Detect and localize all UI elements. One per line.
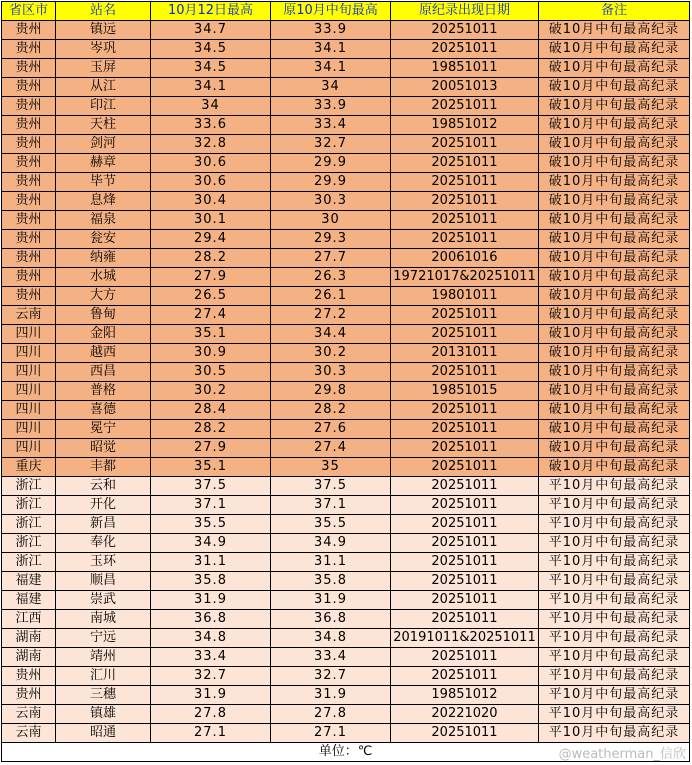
record-date-cell: 20251011 [391,135,539,154]
today-max-cell: 29.4 [151,230,271,249]
table-row [2,591,690,610]
prev-record-cell: 34.1 [271,40,391,59]
province-cell: 贵州 [2,667,56,686]
record-date-cell: 20251011 [391,21,539,40]
header-today-max: 10月12日最高 [151,2,271,21]
prev-record-cell: 29.8 [271,382,391,401]
prev-record-cell: 31.9 [271,591,391,610]
note-cell: 平10月中旬最高纪录 [539,648,690,667]
province-cell: 浙江 [2,553,56,572]
record-date-cell: 20131011 [391,344,539,363]
table-row [2,230,690,249]
today-max-cell: 30.4 [151,192,271,211]
record-date-cell: 20251011 [391,173,539,192]
table-row [2,724,690,743]
record-date-cell: 20251011 [391,325,539,344]
table-row [2,515,690,534]
table-row [2,306,690,325]
table-row [2,686,690,705]
table-row [2,629,690,648]
station-cell: 镇远 [56,21,151,40]
records-body [2,21,690,743]
province-cell: 贵州 [2,287,56,306]
prev-record-cell: 28.2 [271,401,391,420]
record-date-cell: 20251011 [391,591,539,610]
note-cell: 破10月中旬最高纪录 [539,78,690,97]
note-cell: 平10月中旬最高纪录 [539,667,690,686]
province-cell: 贵州 [2,78,56,97]
table-row [2,667,690,686]
note-cell: 破10月中旬最高纪录 [539,21,690,40]
station-cell: 岑巩 [56,40,151,59]
station-cell: 顺昌 [56,572,151,591]
note-cell: 平10月中旬最高纪录 [539,724,690,743]
record-date-cell: 20251011 [391,667,539,686]
today-max-cell: 26.5 [151,287,271,306]
station-cell: 宁远 [56,629,151,648]
note-cell: 平10月中旬最高纪录 [539,629,690,648]
prev-record-cell: 26.3 [271,268,391,287]
header-note: 备注 [539,2,690,21]
province-cell: 浙江 [2,496,56,515]
station-cell: 喜德 [56,401,151,420]
prev-record-cell: 30.2 [271,344,391,363]
prev-record-cell: 27.7 [271,249,391,268]
station-cell: 奉化 [56,534,151,553]
station-cell: 南城 [56,610,151,629]
prev-record-cell: 32.7 [271,135,391,154]
prev-record-cell: 29.9 [271,173,391,192]
table-row [2,363,690,382]
station-cell: 天柱 [56,116,151,135]
note-cell: 平10月中旬最高纪录 [539,572,690,591]
today-max-cell: 36.8 [151,610,271,629]
record-date-cell: 20191011&20251011 [391,629,539,648]
prev-record-cell: 27.6 [271,420,391,439]
table-row [2,192,690,211]
province-cell: 四川 [2,439,56,458]
table-row [2,572,690,591]
watermark: @weatherman_信欣 [558,747,686,762]
prev-record-cell: 35 [271,458,391,477]
province-cell: 贵州 [2,135,56,154]
station-cell: 崇武 [56,591,151,610]
prev-record-cell: 26.1 [271,287,391,306]
province-cell: 浙江 [2,477,56,496]
station-cell: 印江 [56,97,151,116]
table-row [2,21,690,40]
prev-record-cell: 34.8 [271,629,391,648]
today-max-cell: 34.5 [151,59,271,78]
prev-record-cell: 27.8 [271,705,391,724]
note-cell: 平10月中旬最高纪录 [539,534,690,553]
prev-record-cell: 33.4 [271,116,391,135]
header-prev-record: 原10月中旬最高 [271,2,391,21]
province-cell: 贵州 [2,40,56,59]
station-cell: 玉屏 [56,59,151,78]
province-cell: 江西 [2,610,56,629]
record-date-cell: 20251011 [391,154,539,173]
table-row [2,211,690,230]
province-cell: 四川 [2,363,56,382]
record-date-cell: 20251011 [391,553,539,572]
record-date-cell: 19851011 [391,59,539,78]
record-date-cell: 20061016 [391,249,539,268]
today-max-cell: 32.7 [151,667,271,686]
today-max-cell: 27.8 [151,705,271,724]
prev-record-cell: 35.8 [271,572,391,591]
prev-record-cell: 37.1 [271,496,391,515]
station-cell: 水城 [56,268,151,287]
note-cell: 破10月中旬最高纪录 [539,401,690,420]
prev-record-cell: 34.9 [271,534,391,553]
record-date-cell: 19851015 [391,382,539,401]
today-max-cell: 34.1 [151,78,271,97]
today-max-cell: 30.1 [151,211,271,230]
note-cell: 破10月中旬最高纪录 [539,211,690,230]
today-max-cell: 34.9 [151,534,271,553]
station-cell: 毕节 [56,173,151,192]
note-cell: 平10月中旬最高纪录 [539,610,690,629]
header-record-date: 原纪录出现日期 [391,2,539,21]
province-cell: 云南 [2,705,56,724]
table-row [2,116,690,135]
record-date-cell: 20251011 [391,192,539,211]
record-date-cell: 19721017&20251011 [391,268,539,287]
today-max-cell: 33.6 [151,116,271,135]
table-row [2,78,690,97]
today-max-cell: 28.4 [151,401,271,420]
today-max-cell: 35.1 [151,458,271,477]
station-cell: 鲁甸 [56,306,151,325]
station-cell: 开化 [56,496,151,515]
prev-record-cell: 36.8 [271,610,391,629]
today-max-cell: 27.4 [151,306,271,325]
table-row [2,249,690,268]
province-cell: 贵州 [2,116,56,135]
table-row [2,420,690,439]
station-cell: 云和 [56,477,151,496]
province-cell: 贵州 [2,211,56,230]
province-cell: 云南 [2,724,56,743]
station-cell: 纳雍 [56,249,151,268]
record-date-cell: 20251011 [391,515,539,534]
table-row [2,268,690,287]
note-cell: 破10月中旬最高纪录 [539,458,690,477]
prev-record-cell: 33.9 [271,21,391,40]
province-cell: 四川 [2,325,56,344]
note-cell: 破10月中旬最高纪录 [539,344,690,363]
note-cell: 平10月中旬最高纪录 [539,705,690,724]
prev-record-cell: 29.9 [271,154,391,173]
record-date-cell: 20251011 [391,496,539,515]
province-cell: 贵州 [2,249,56,268]
note-cell: 破10月中旬最高纪录 [539,249,690,268]
today-max-cell: 30.6 [151,154,271,173]
note-cell: 平10月中旬最高纪录 [539,515,690,534]
province-cell: 云南 [2,306,56,325]
province-cell: 四川 [2,344,56,363]
record-date-cell: 20251011 [391,439,539,458]
today-max-cell: 28.2 [151,420,271,439]
today-max-cell: 35.8 [151,572,271,591]
record-date-cell: 20251011 [391,534,539,553]
prev-record-cell: 27.1 [271,724,391,743]
note-cell: 破10月中旬最高纪录 [539,192,690,211]
station-cell: 瓮安 [56,230,151,249]
table-row [2,401,690,420]
prev-record-cell: 27.2 [271,306,391,325]
record-date-cell: 20251011 [391,306,539,325]
province-cell: 贵州 [2,192,56,211]
record-date-cell: 20251011 [391,477,539,496]
station-cell: 赫章 [56,154,151,173]
prev-record-cell: 34.1 [271,59,391,78]
province-cell: 贵州 [2,686,56,705]
province-cell: 重庆 [2,458,56,477]
note-cell: 破10月中旬最高纪录 [539,154,690,173]
note-cell: 破10月中旬最高纪录 [539,420,690,439]
note-cell: 破10月中旬最高纪录 [539,40,690,59]
note-cell: 平10月中旬最高纪录 [539,591,690,610]
record-date-cell: 20251011 [391,458,539,477]
province-cell: 贵州 [2,59,56,78]
note-cell: 破10月中旬最高纪录 [539,287,690,306]
record-date-cell: 20251011 [391,610,539,629]
station-cell: 西昌 [56,363,151,382]
records-table [1,1,690,762]
today-max-cell: 34.7 [151,21,271,40]
note-cell: 平10月中旬最高纪录 [539,477,690,496]
province-cell: 贵州 [2,21,56,40]
today-max-cell: 37.1 [151,496,271,515]
prev-record-cell: 34.4 [271,325,391,344]
today-max-cell: 34.5 [151,40,271,59]
header-province: 省区市 [2,2,56,21]
table-row [2,154,690,173]
note-cell: 破10月中旬最高纪录 [539,135,690,154]
prev-record-cell: 33.9 [271,97,391,116]
record-date-cell: 20251011 [391,230,539,249]
today-max-cell: 37.5 [151,477,271,496]
note-cell: 平10月中旬最高纪录 [539,553,690,572]
table-row [2,325,690,344]
table-row [2,97,690,116]
prev-record-cell: 32.7 [271,667,391,686]
province-cell: 贵州 [2,173,56,192]
station-cell: 息烽 [56,192,151,211]
record-date-cell: 20221020 [391,705,539,724]
note-cell: 破10月中旬最高纪录 [539,173,690,192]
today-max-cell: 27.1 [151,724,271,743]
unit-label: 单位：℃ [2,743,690,762]
table-row [2,344,690,363]
note-cell: 破10月中旬最高纪录 [539,116,690,135]
prev-record-cell: 33.4 [271,648,391,667]
note-cell: 破10月中旬最高纪录 [539,59,690,78]
table-row [2,705,690,724]
table-row [2,173,690,192]
province-cell: 贵州 [2,230,56,249]
province-cell: 四川 [2,420,56,439]
station-cell: 金阳 [56,325,151,344]
table-row [2,40,690,59]
today-max-cell: 35.1 [151,325,271,344]
province-cell: 湖南 [2,629,56,648]
table-row [2,382,690,401]
province-cell: 浙江 [2,534,56,553]
table-row [2,458,690,477]
header-station: 站名 [56,2,151,21]
today-max-cell: 31.9 [151,591,271,610]
station-cell: 冕宁 [56,420,151,439]
record-date-cell: 19851012 [391,686,539,705]
note-cell: 平10月中旬最高纪录 [539,686,690,705]
station-cell: 越西 [56,344,151,363]
province-cell: 贵州 [2,268,56,287]
table-row [2,59,690,78]
prev-record-cell: 30 [271,211,391,230]
note-cell: 破10月中旬最高纪录 [539,325,690,344]
prev-record-cell: 27.4 [271,439,391,458]
note-cell: 破10月中旬最高纪录 [539,230,690,249]
today-max-cell: 28.2 [151,249,271,268]
table-row [2,610,690,629]
province-cell: 福建 [2,572,56,591]
station-cell: 汇川 [56,667,151,686]
province-cell: 贵州 [2,154,56,173]
station-cell: 昭通 [56,724,151,743]
prev-record-cell: 37.5 [271,477,391,496]
record-date-cell: 20251011 [391,420,539,439]
prev-record-cell: 31.1 [271,553,391,572]
record-date-cell: 19851012 [391,116,539,135]
record-date-cell: 20051013 [391,78,539,97]
note-cell: 破10月中旬最高纪录 [539,306,690,325]
province-cell: 四川 [2,382,56,401]
station-cell: 丰都 [56,458,151,477]
note-cell: 破10月中旬最高纪录 [539,97,690,116]
note-cell: 破10月中旬最高纪录 [539,439,690,458]
table-row [2,287,690,306]
today-max-cell: 30.5 [151,363,271,382]
today-max-cell: 27.9 [151,439,271,458]
station-cell: 福泉 [56,211,151,230]
record-date-cell: 20251011 [391,211,539,230]
station-cell: 新昌 [56,515,151,534]
today-max-cell: 32.8 [151,135,271,154]
note-cell: 破10月中旬最高纪录 [539,363,690,382]
station-cell: 剑河 [56,135,151,154]
table-row [2,553,690,572]
station-cell: 昭觉 [56,439,151,458]
today-max-cell: 31.9 [151,686,271,705]
today-max-cell: 34 [151,97,271,116]
station-cell: 玉环 [56,553,151,572]
station-cell: 靖州 [56,648,151,667]
province-cell: 贵州 [2,97,56,116]
prev-record-cell: 34 [271,78,391,97]
station-cell: 从江 [56,78,151,97]
record-date-cell: 20251011 [391,97,539,116]
table-row [2,534,690,553]
note-cell: 平10月中旬最高纪录 [539,496,690,515]
province-cell: 湖南 [2,648,56,667]
header-row [2,2,690,21]
prev-record-cell: 35.5 [271,515,391,534]
today-max-cell: 27.9 [151,268,271,287]
today-max-cell: 34.8 [151,629,271,648]
record-date-cell: 19801011 [391,287,539,306]
today-max-cell: 33.4 [151,648,271,667]
province-cell: 浙江 [2,515,56,534]
table-row [2,648,690,667]
record-date-cell: 20251011 [391,724,539,743]
prev-record-cell: 29.3 [271,230,391,249]
note-cell: 破10月中旬最高纪录 [539,268,690,287]
table-row [2,496,690,515]
station-cell: 镇雄 [56,705,151,724]
today-max-cell: 31.1 [151,553,271,572]
record-date-cell: 20251011 [391,363,539,382]
today-max-cell: 30.9 [151,344,271,363]
record-date-cell: 20251011 [391,401,539,420]
note-cell: 破10月中旬最高纪录 [539,382,690,401]
station-cell: 三穗 [56,686,151,705]
prev-record-cell: 31.9 [271,686,391,705]
today-max-cell: 30.2 [151,382,271,401]
record-date-cell: 20251011 [391,648,539,667]
table-row [2,477,690,496]
station-cell: 大方 [56,287,151,306]
table-row [2,135,690,154]
prev-record-cell: 30.3 [271,192,391,211]
table-row [2,439,690,458]
province-cell: 福建 [2,591,56,610]
province-cell: 四川 [2,401,56,420]
today-max-cell: 35.5 [151,515,271,534]
prev-record-cell: 30.3 [271,363,391,382]
record-date-cell: 20251011 [391,572,539,591]
record-date-cell: 20251011 [391,40,539,59]
today-max-cell: 30.6 [151,173,271,192]
station-cell: 普格 [56,382,151,401]
